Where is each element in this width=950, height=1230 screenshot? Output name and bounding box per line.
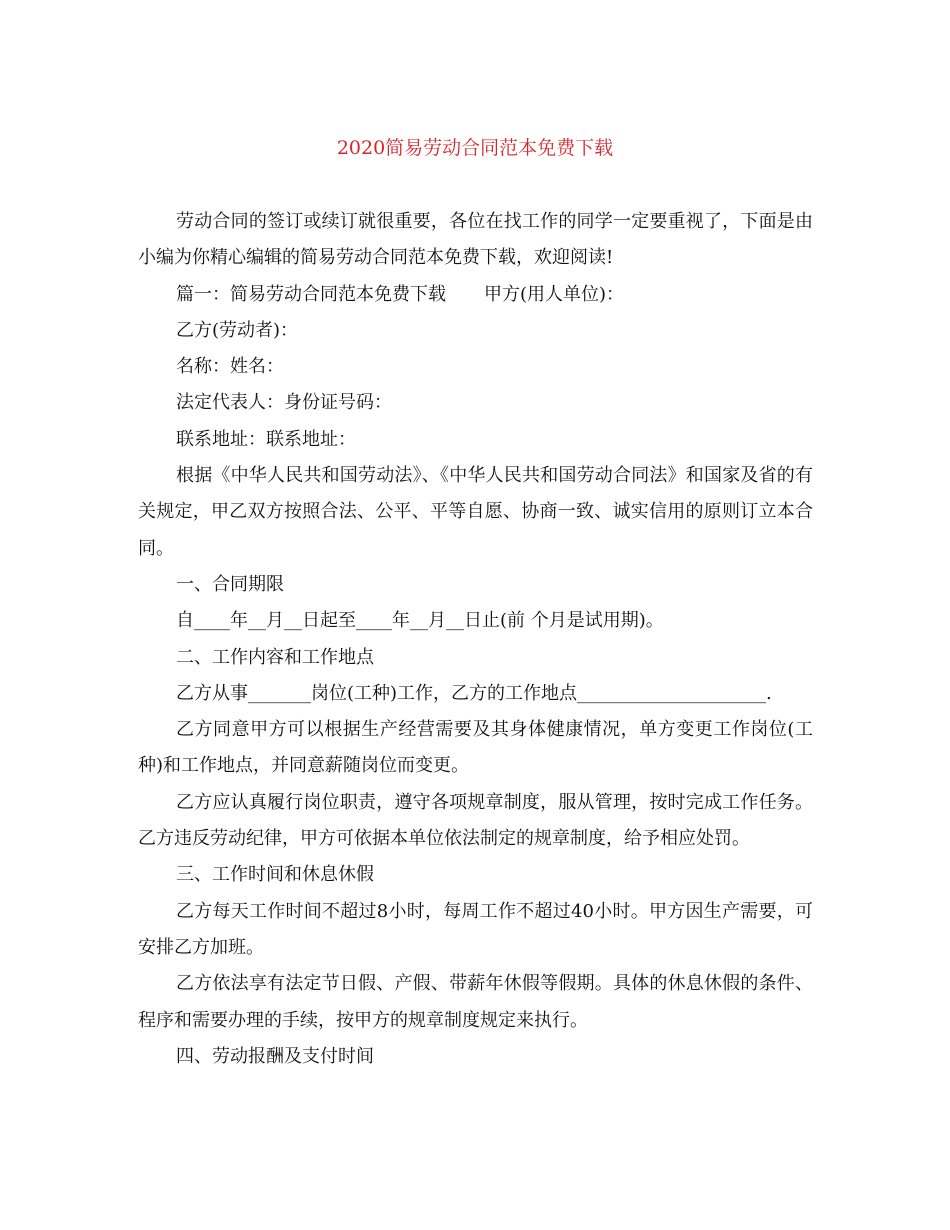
legal-rep-line: 法定代表人：身份证号码： — [176, 392, 392, 414]
document-title: 2020简易劳动合同范本免费下载 — [336, 137, 614, 159]
part-one-label: 篇一：简易劳动合同范本免费下载 — [176, 283, 446, 305]
intro-paragraph: 劳动合同的签订或续订就很重要，各位在找工作的同学一定要重视了，下面是由小编为你精心编辑的简易劳动合同范本免费下载，欢迎阅读! — [138, 211, 813, 269]
section1-heading: 一、合同期限 — [176, 573, 284, 595]
part-one-line — [138, 277, 813, 313]
section2-paragraph-3: 乙方应认真履行岗位职责，遵守各项规章制度，服从管理，按时完成工作任务。乙方违反劳动纪律，甲方可依据本单位依法制定的规章制度，给予相应处罚。 — [138, 791, 813, 850]
section2-heading: 二、工作内容和工作地点 — [176, 646, 374, 668]
section1-text: 自____年__月__日起至____年__月__日止(前 个月是试用期)。 — [176, 610, 664, 632]
section2-paragraph-2: 乙方同意甲方可以根据生产经营需要及其身体健康情况，单方变更工作岗位(工种)和工作地点，并同意薪随岗位而变更。 — [138, 719, 813, 777]
name-line: 名称：姓名： — [176, 356, 284, 378]
basis-paragraph: 根据《中华人民共和国劳动法》、《中华人民共和国劳动合同法》和国家及省的有关规定，甲乙双方按照合法、公平、平等自愿、协商一致、诚实信用的原则订立本合同。 — [138, 465, 813, 559]
document-body — [138, 204, 813, 1075]
party-a-label: 甲方(用人单位)： — [484, 283, 625, 305]
section2-paragraph-1: 乙方从事_______岗位(工种)工作，乙方的工作地点_____________________. — [176, 682, 772, 704]
section4-heading: 四、劳动报酬及支付时间 — [176, 1045, 374, 1067]
party-b-label: 乙方(劳动者)： — [176, 319, 299, 341]
section3-paragraph-2: 乙方依法享有法定节日假、产假、带薪年休假等假期。具体的休息休假的条件、程序和需要办理的手续，按甲方的规章制度规定来执行。 — [138, 973, 813, 1031]
address-line: 联系地址：联系地址： — [176, 428, 356, 450]
section3-heading: 三、工作时间和休息休假 — [176, 864, 374, 886]
section3-paragraph-1: 乙方每天工作时间不超过8小时，每周工作不超过40小时。甲方因生产需要，可安排乙方加班。 — [138, 900, 813, 958]
